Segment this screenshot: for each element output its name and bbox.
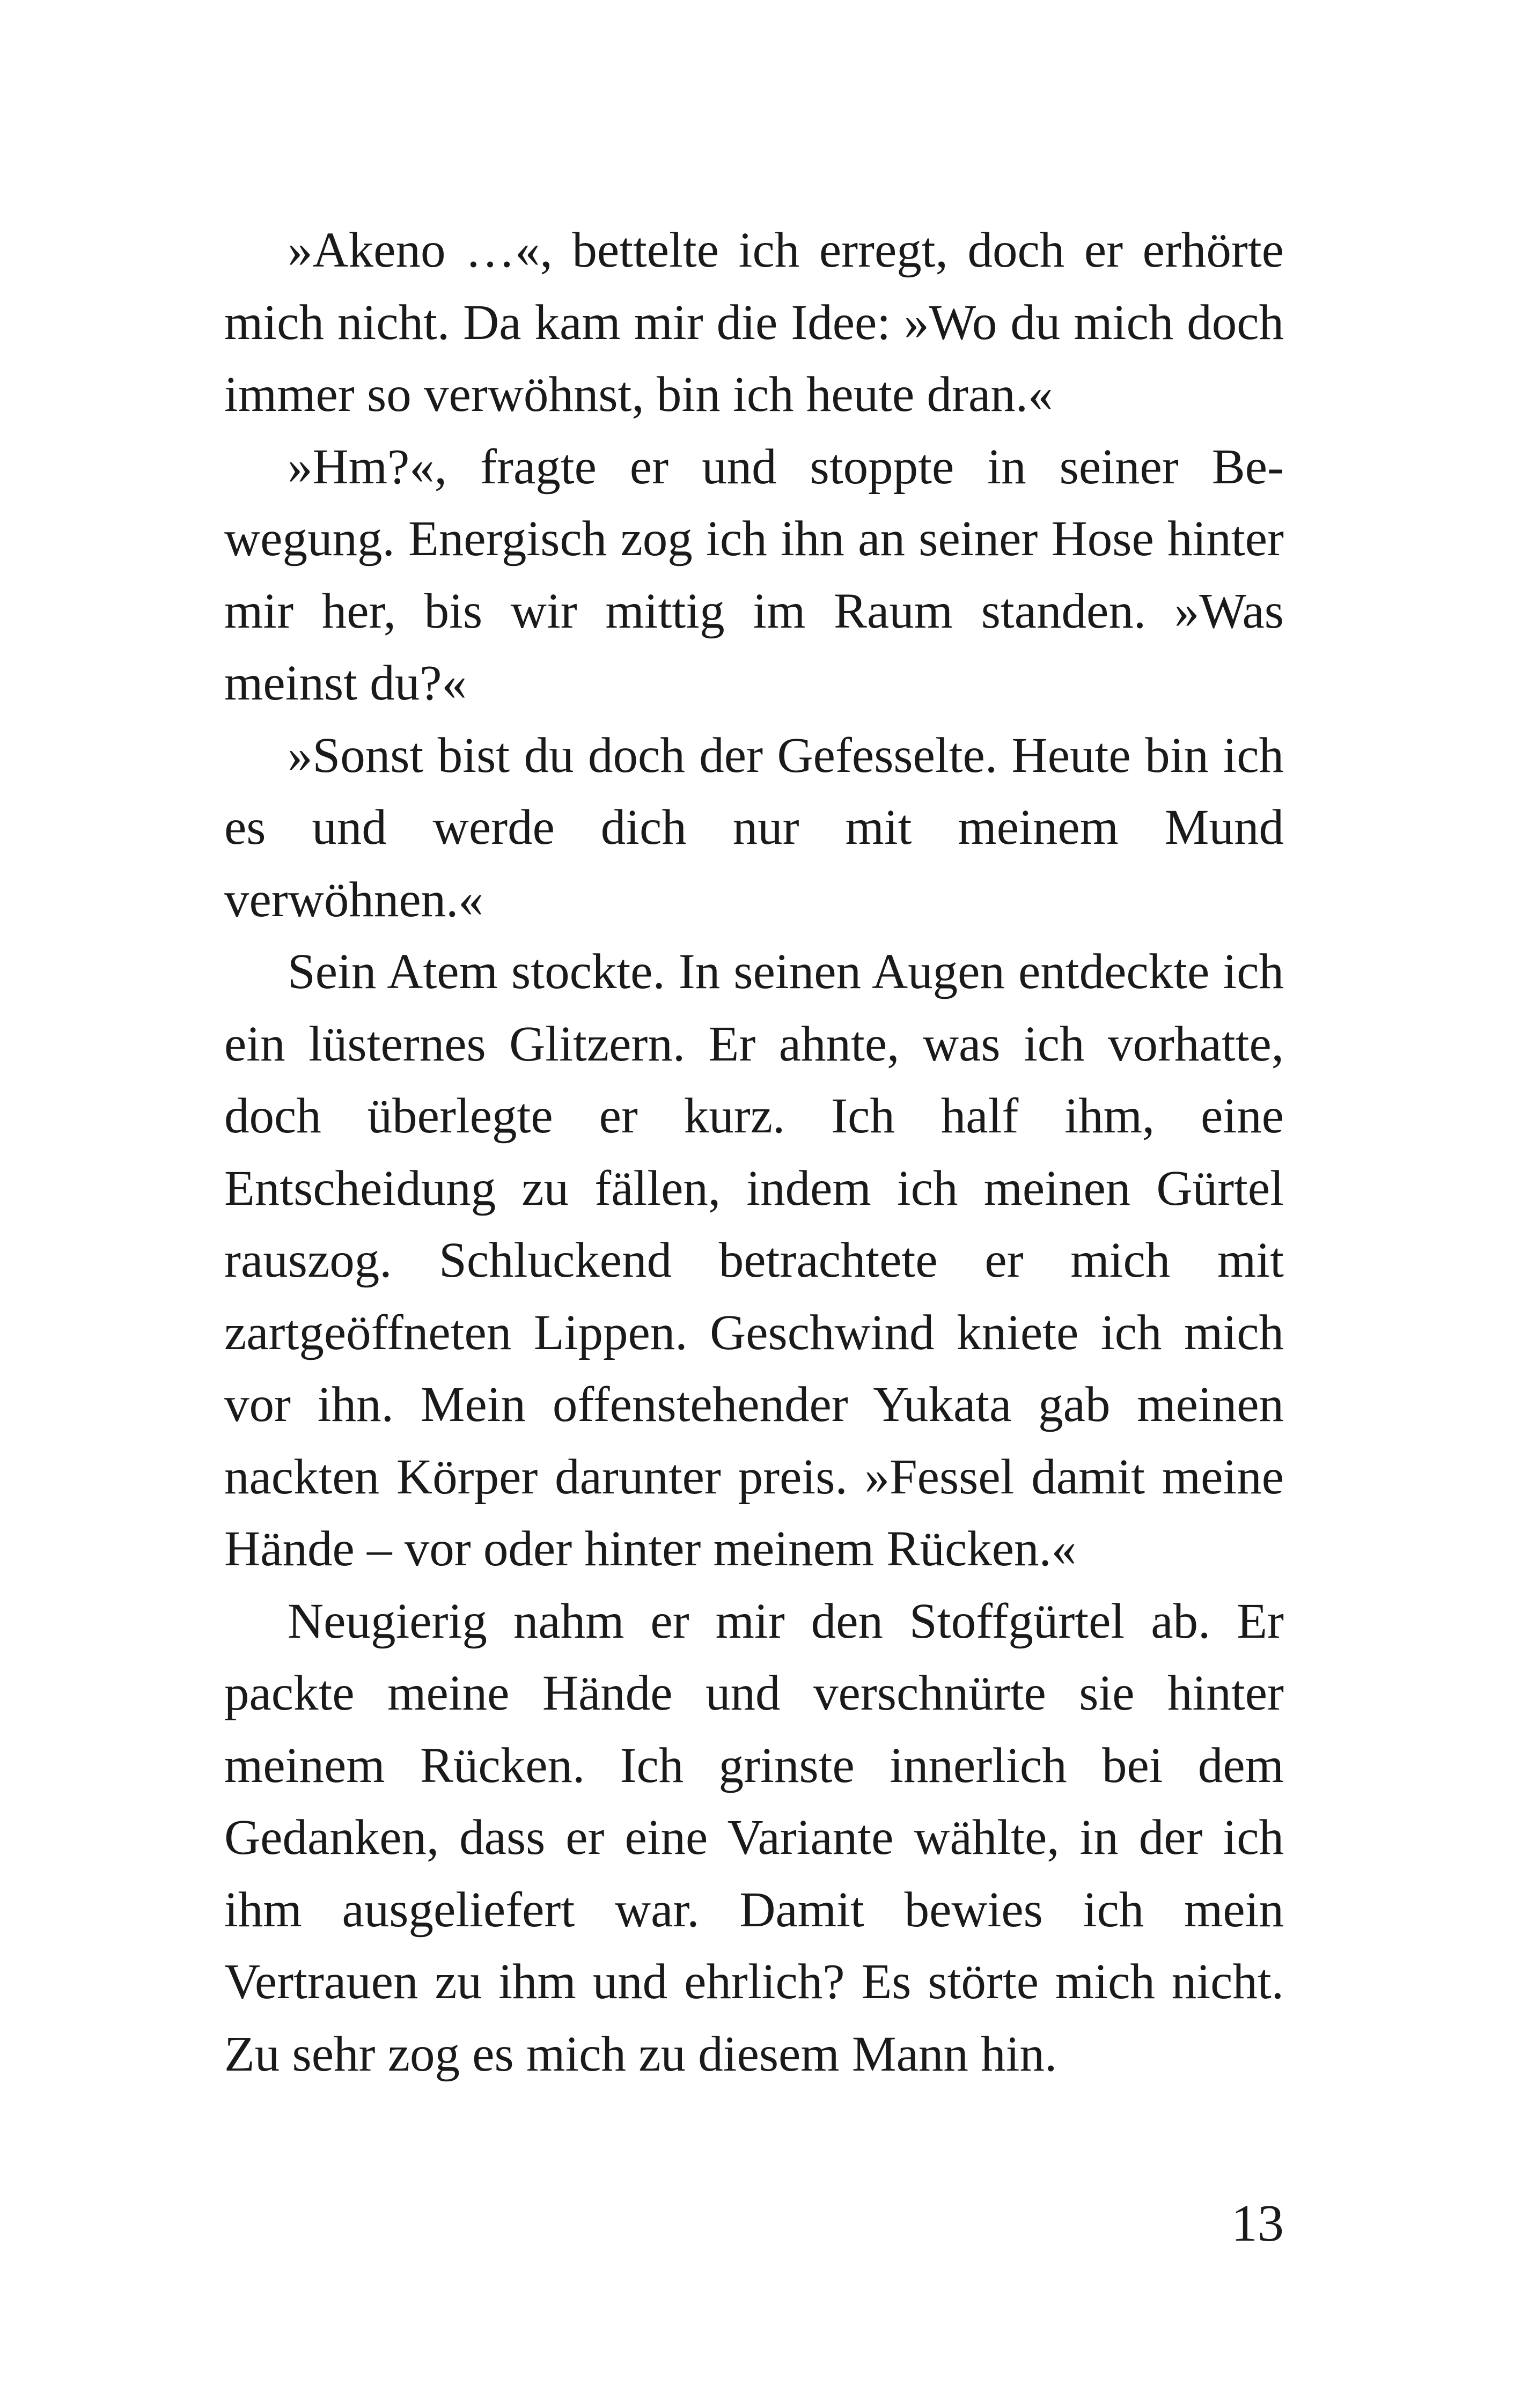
paragraph-1: »Akeno …«, bettelte ich erregt, doch er erhörte mich nicht. Da kam mir die Idee: »Wo du mich doch immer so verwöhnst, bin ich heute dran.« — [224, 223, 1284, 422]
page-number: 13 — [1231, 2195, 1284, 2252]
paragraph-4: Sein Atem stockte. In seinen Augen entdeckte ich ein lüsternes Glitzern. Er ahnte, was ich vorhatte, doch überlegte er kurz. Ich half ihm, eine Entscheidung zu fällen, indem ich meinen Gürtel rauszog. Schluckend betrachtete er mich mit zartgeöffneten Lippen. Geschwind kniete ich mich vor ihn. Mein offenstehender Yukata gab meinen nackten Körper darunter preis. »Fessel damit meine Hände – vor oder hinter meinem Rücken.« — [224, 944, 1284, 1577]
body-text — [224, 215, 1284, 2090]
paragraph-5: Neugierig nahm er mir den Stoffgürtel ab. Er packte meine Hände und verschnürte sie hinter meinem Rücken. Ich grinste innerlich bei dem Gedanken, dass er eine Variante wählte, in der ich ihm ausgeliefert war. Damit bewies ich mein Vertrauen zu ihm und ehrlich? Es störte mich nicht. Zu sehr zog es mich zu diesem Mann hin. — [224, 1593, 1284, 2082]
paragraph-3: »Sonst bist du doch der Gefesselte. Heute bin ich es und werde dich nur mit meinem Mund verwöhnen.« — [224, 727, 1284, 927]
paragraph-2: »Hm?«, fragte er und stoppte in seiner Bewegung. Energisch zog ich ihn an seiner Hose hinter mir her, bis wir mittig im Raum standen. »Was meinst du?« — [224, 439, 1284, 711]
